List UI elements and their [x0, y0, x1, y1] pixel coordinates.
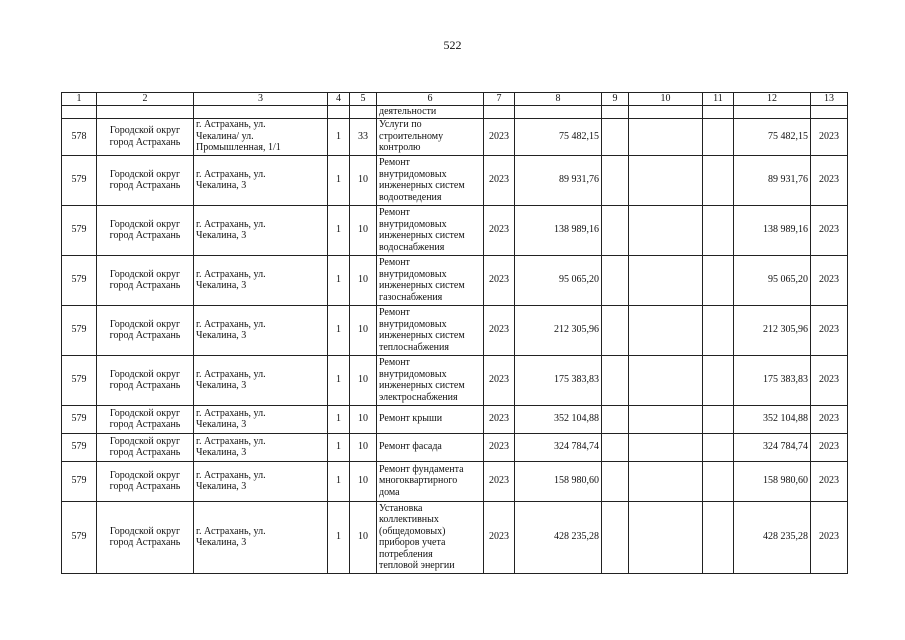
cell-col-11 — [703, 461, 734, 501]
cell-col-9 — [602, 118, 629, 155]
table-row — [62, 255, 848, 305]
cell-col-6 — [377, 255, 484, 305]
cell-col-10 — [629, 405, 703, 433]
cell-line: инженерных систем — [379, 280, 465, 291]
cell-line: дома — [379, 486, 400, 498]
cell-col-10 — [629, 305, 703, 355]
cell-col-5 — [350, 105, 377, 118]
cell-line: Ремонт фундамента — [379, 463, 464, 475]
cell-line: Ремонт — [379, 357, 410, 368]
cell-col-11 — [703, 355, 734, 405]
cell-col-12: 138 989,16 — [734, 205, 811, 255]
cell-col-8: 75 482,15 — [515, 118, 602, 155]
cell-col-5: 10 — [350, 155, 377, 205]
table-row — [62, 118, 848, 155]
table-row — [62, 205, 848, 255]
cell-line: электроснабжения — [379, 391, 458, 403]
cell-col-13: 2023 — [811, 155, 848, 205]
cell-line: Чекалина, 3 — [196, 481, 247, 492]
cell-col-11 — [703, 405, 734, 433]
cell-col-12: 428 235,28 — [734, 501, 811, 573]
cell-col-6 — [377, 501, 484, 573]
cell-col-1: 579 — [62, 501, 97, 573]
cell-col-13: 2023 — [811, 433, 848, 461]
cell-line: водоснабжения — [379, 241, 445, 253]
cell-col-3 — [194, 501, 328, 573]
cell-col-8: 428 235,28 — [515, 501, 602, 573]
cell-line: многоквартирного — [379, 475, 458, 487]
cell-col-2 — [97, 405, 194, 433]
cell-line: контролю — [379, 142, 421, 154]
cell-col-10 — [629, 155, 703, 205]
cell-col-12: 158 980,60 — [734, 461, 811, 501]
cell-col-11 — [703, 105, 734, 118]
cell-line: город Астрахань — [109, 380, 181, 391]
cell-col-2 — [97, 355, 194, 405]
cell-col-10 — [629, 118, 703, 155]
cell-col-1: 578 — [62, 118, 97, 155]
cell-line: город Астрахань — [109, 280, 181, 291]
cell-line: Городской округ — [109, 368, 181, 380]
cell-line: Городской округ — [109, 268, 181, 280]
table-row — [62, 355, 848, 405]
cell-line: г. Астрахань, ул. — [196, 218, 266, 230]
cell-line: Чекалина, 3 — [196, 330, 247, 341]
cell-col-5: 10 — [350, 405, 377, 433]
column-number-7: 7 — [484, 93, 515, 106]
cell-col-1: 579 — [62, 355, 97, 405]
cell-col-13: 2023 — [811, 305, 848, 355]
cell-line: водоотведения — [379, 191, 442, 203]
cell-col-6 — [377, 305, 484, 355]
cell-line: Установка — [379, 502, 423, 514]
cell-col-7: 2023 — [484, 155, 515, 205]
cell-col-8: 158 980,60 — [515, 461, 602, 501]
cell-col-12: 324 784,74 — [734, 433, 811, 461]
cell-line: город Астрахань — [109, 419, 181, 430]
cell-col-3 — [194, 405, 328, 433]
cell-col-5: 10 — [350, 355, 377, 405]
cell-col-9 — [602, 205, 629, 255]
cell-col-4 — [328, 105, 350, 118]
cell-col-8: 138 989,16 — [515, 205, 602, 255]
cell-line: Чекалина, 3 — [196, 230, 247, 241]
cell-col-13: 2023 — [811, 461, 848, 501]
cell-line: потребления — [379, 548, 433, 560]
cell-col-11 — [703, 118, 734, 155]
cell-col-8: 324 784,74 — [515, 433, 602, 461]
cell-col-1: 579 — [62, 405, 97, 433]
cell-col-13: 2023 — [811, 501, 848, 573]
cell-line: Городской округ — [109, 318, 181, 330]
cell-col-12: 75 482,15 — [734, 118, 811, 155]
cell-col-1: 579 — [62, 433, 97, 461]
cell-col-11 — [703, 305, 734, 355]
cell-col-6 — [377, 118, 484, 155]
cell-line: Чекалина, 3 — [196, 180, 247, 191]
cell-col-3 — [194, 305, 328, 355]
cell-col-2 — [97, 105, 194, 118]
cell-col-9 — [602, 461, 629, 501]
cell-line: город Астрахань — [109, 537, 181, 548]
cell-line: г. Астрахань, ул. — [196, 525, 266, 537]
cell-col-8 — [515, 105, 602, 118]
cell-col-8: 95 065,20 — [515, 255, 602, 305]
page-number: 522 — [443, 38, 462, 52]
cell-col-4: 1 — [328, 433, 350, 461]
cell-line: Чекалина, 3 — [196, 380, 247, 391]
cell-col-4: 1 — [328, 405, 350, 433]
cell-col-11 — [703, 255, 734, 305]
cell-line: г. Астрахань, ул. — [196, 469, 266, 481]
cell-line: газоснабжения — [379, 291, 443, 303]
column-number-1: 1 — [62, 93, 97, 106]
cell-col-12: 352 104,88 — [734, 405, 811, 433]
cell-col-7: 2023 — [484, 501, 515, 573]
cell-line: г. Астрахань, ул. — [196, 407, 266, 419]
cell-line: Чекалина/ ул. — [196, 130, 254, 142]
cell-col-6 — [377, 405, 484, 433]
cell-col-4: 1 — [328, 205, 350, 255]
cell-line: инженерных систем — [379, 380, 465, 391]
cell-line: коллективных — [379, 514, 439, 525]
cell-line: Городской округ — [109, 469, 181, 481]
cell-line: город Астрахань — [109, 330, 181, 341]
cell-col-12 — [734, 105, 811, 118]
cell-col-12: 212 305,96 — [734, 305, 811, 355]
cell-col-5: 10 — [350, 433, 377, 461]
cell-line: Ремонт крыши — [379, 413, 443, 425]
cell-col-4: 1 — [328, 118, 350, 155]
cell-line: Услуги по — [379, 119, 422, 131]
cell-col-2 — [97, 501, 194, 573]
cell-col-1: 579 — [62, 205, 97, 255]
cell-col-10 — [629, 433, 703, 461]
cell-col-13 — [811, 105, 848, 118]
cell-col-9 — [602, 305, 629, 355]
data-table — [61, 92, 848, 574]
cell-col-4: 1 — [328, 305, 350, 355]
cell-col-1 — [62, 105, 97, 118]
cell-line: Ремонт — [379, 157, 410, 168]
cell-col-11 — [703, 155, 734, 205]
cell-line: строительному — [379, 130, 444, 142]
table-row — [62, 461, 848, 501]
cell-col-8: 352 104,88 — [515, 405, 602, 433]
cell-col-7: 2023 — [484, 118, 515, 155]
cell-line: (общедомовых) — [379, 525, 446, 537]
cell-col-11 — [703, 501, 734, 573]
cell-col-5: 10 — [350, 305, 377, 355]
cell-col-6 — [377, 433, 484, 461]
cell-col-4: 1 — [328, 501, 350, 573]
cell-col-3 — [194, 355, 328, 405]
cell-col-3 — [194, 205, 328, 255]
cell-line: Ремонт — [379, 307, 410, 318]
cell-col-12: 95 065,20 — [734, 255, 811, 305]
cell-line: теплоснабжения — [379, 341, 449, 353]
cell-line: г. Астрахань, ул. — [196, 268, 266, 280]
column-number-11: 11 — [703, 93, 734, 106]
cell-col-6 — [377, 355, 484, 405]
cell-col-13: 2023 — [811, 255, 848, 305]
cell-col-3 — [194, 255, 328, 305]
cell-col-7: 2023 — [484, 355, 515, 405]
cell-line: город Астрахань — [109, 136, 181, 148]
cell-col-13: 2023 — [811, 205, 848, 255]
cell-col-4: 1 — [328, 355, 350, 405]
cell-line: Городской округ — [109, 125, 181, 136]
cell-col-6 — [377, 155, 484, 205]
cell-line: Чекалина, 3 — [196, 447, 247, 458]
cell-line: Городской округ — [109, 407, 181, 419]
cell-col-2 — [97, 155, 194, 205]
cell-col-7: 2023 — [484, 205, 515, 255]
cell-col-7: 2023 — [484, 405, 515, 433]
cell-col-5: 10 — [350, 461, 377, 501]
cell-col-13: 2023 — [811, 405, 848, 433]
cell-line: инженерных систем — [379, 180, 465, 191]
cell-col-8: 175 383,83 — [515, 355, 602, 405]
cell-col-8: 212 305,96 — [515, 305, 602, 355]
cell-line: город Астрахань — [109, 230, 181, 241]
cell-line: город Астрахань — [109, 481, 181, 492]
cell-line: внутридомовых — [379, 368, 447, 380]
cell-line: инженерных систем — [379, 230, 465, 241]
table-row — [62, 405, 848, 433]
cell-col-2 — [97, 433, 194, 461]
column-number-2: 2 — [97, 93, 194, 106]
cell-col-9 — [602, 433, 629, 461]
cell-line: Городской округ — [109, 218, 181, 230]
cell-line: город Астрахань — [109, 447, 181, 458]
cell-col-10 — [629, 255, 703, 305]
table-row — [62, 433, 848, 461]
cell-col-5: 10 — [350, 205, 377, 255]
cell-line: г. Астрахань, ул. — [196, 318, 266, 330]
cell-col-9 — [602, 155, 629, 205]
cell-line: г. Астрахань, ул. — [196, 119, 266, 131]
column-number-8: 8 — [515, 93, 602, 106]
cell-col-10 — [629, 105, 703, 118]
cell-col-3 — [194, 155, 328, 205]
cell-col-10 — [629, 501, 703, 573]
cell-col-13: 2023 — [811, 118, 848, 155]
cell-line: г. Астрахань, ул. — [196, 435, 266, 447]
cell-line: инженерных систем — [379, 330, 465, 341]
cell-line: внутридомовых — [379, 218, 447, 230]
cell-line: Чекалина, 3 — [196, 419, 247, 430]
cell-col-12: 175 383,83 — [734, 355, 811, 405]
cell-line: Чекалина, 3 — [196, 280, 247, 291]
cell-col-7: 2023 — [484, 461, 515, 501]
cell-col-7: 2023 — [484, 433, 515, 461]
cell-col-6 — [377, 205, 484, 255]
continuation-row — [62, 105, 848, 118]
column-number-4: 4 — [328, 93, 350, 106]
column-number-9: 9 — [602, 93, 629, 106]
cell-col-1: 579 — [62, 255, 97, 305]
cell-col-10 — [629, 355, 703, 405]
cell-col-1: 579 — [62, 155, 97, 205]
cell-col-9 — [602, 501, 629, 573]
column-number-row — [62, 93, 848, 106]
table-row — [62, 155, 848, 205]
cell-line: Ремонт — [379, 257, 410, 268]
cell-line: г. Астрахань, ул. — [196, 168, 266, 180]
cell-col-11 — [703, 433, 734, 461]
cell-col-4: 1 — [328, 255, 350, 305]
column-number-10: 10 — [629, 93, 703, 106]
column-number-5: 5 — [350, 93, 377, 106]
cell-col-4: 1 — [328, 461, 350, 501]
cell-col-1: 579 — [62, 461, 97, 501]
cell-col-8: 89 931,76 — [515, 155, 602, 205]
cell-col-2 — [97, 305, 194, 355]
cell-col-10 — [629, 205, 703, 255]
cell-line: Промышленная, 1/1 — [196, 142, 281, 154]
cell-col-9 — [602, 405, 629, 433]
column-number-3: 3 — [194, 93, 328, 106]
cell-col-13: 2023 — [811, 355, 848, 405]
cell-line: г. Астрахань, ул. — [196, 368, 266, 380]
cell-line: приборов учета — [379, 537, 446, 548]
cell-col-9 — [602, 355, 629, 405]
column-number-12: 12 — [734, 93, 811, 106]
cell-col-11 — [703, 205, 734, 255]
cell-line: Ремонт — [379, 207, 410, 218]
cell-col-3 — [194, 118, 328, 155]
cell-line: внутридомовых — [379, 318, 447, 330]
cell-line: Чекалина, 3 — [196, 537, 247, 548]
cell-line: Ремонт фасада — [379, 441, 442, 453]
cell-col-5: 33 — [350, 118, 377, 155]
cell-col-3 — [194, 105, 328, 118]
cell-line: внутридомовых — [379, 268, 447, 280]
cell-col-1: 579 — [62, 305, 97, 355]
cell-col-9 — [602, 255, 629, 305]
cell-col-2 — [97, 255, 194, 305]
cell-line: Городской округ — [109, 435, 181, 447]
cell-col-9 — [602, 105, 629, 118]
cell-line: Городской округ — [109, 168, 181, 180]
column-number-13: 13 — [811, 93, 848, 106]
cell-col-4: 1 — [328, 155, 350, 205]
cell-line: тепловой энергии — [379, 560, 455, 571]
cell-col-7 — [484, 105, 515, 118]
cell-col-6: деятельности — [377, 105, 484, 118]
table-row — [62, 305, 848, 355]
cell-col-2 — [97, 118, 194, 155]
cell-col-7: 2023 — [484, 305, 515, 355]
cell-line: город Астрахань — [109, 180, 181, 191]
cell-line: Городской округ — [109, 525, 181, 537]
cell-col-7: 2023 — [484, 255, 515, 305]
cell-col-3 — [194, 433, 328, 461]
cell-col-2 — [97, 205, 194, 255]
cell-col-5: 10 — [350, 501, 377, 573]
table-row — [62, 501, 848, 573]
cell-col-3 — [194, 461, 328, 501]
cell-col-5: 10 — [350, 255, 377, 305]
cell-line: внутридомовых — [379, 168, 447, 180]
cell-col-6 — [377, 461, 484, 501]
cell-col-10 — [629, 461, 703, 501]
column-number-6: 6 — [377, 93, 484, 106]
cell-col-12: 89 931,76 — [734, 155, 811, 205]
cell-col-2 — [97, 461, 194, 501]
